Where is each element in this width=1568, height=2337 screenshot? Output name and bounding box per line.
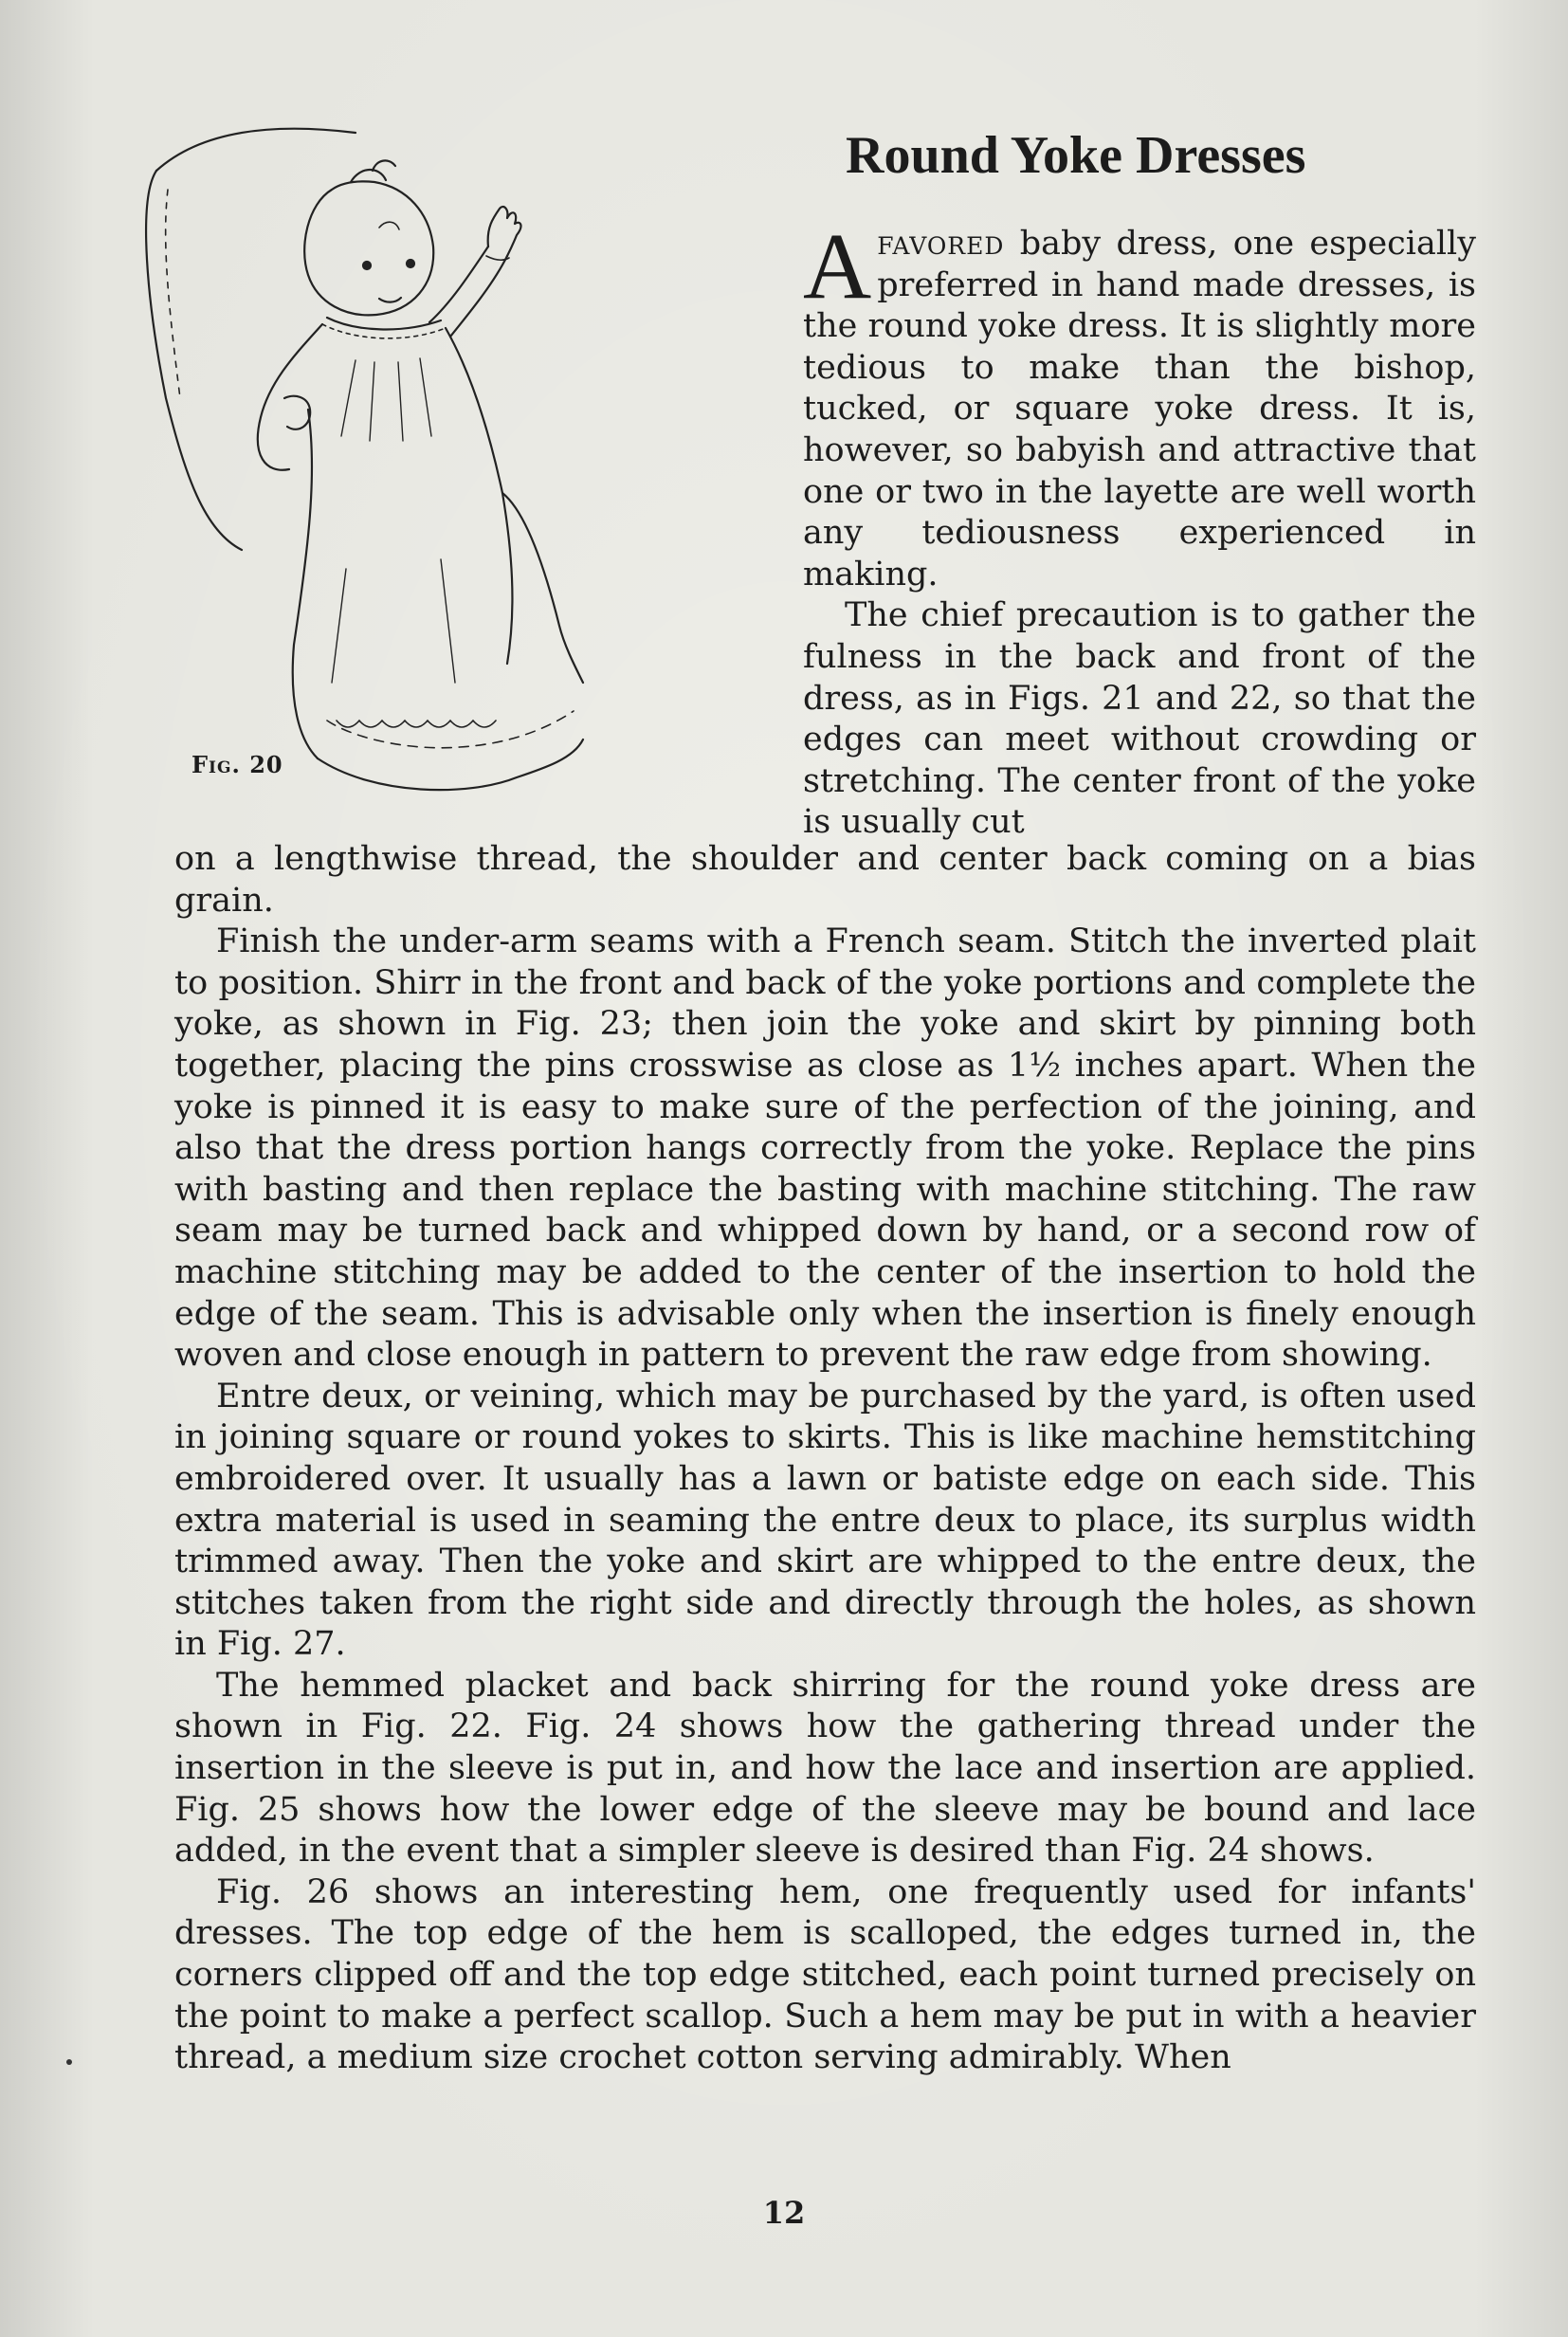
intro-text: baby dress, one especially preferred in hand made dresses, is the round yoke dress. It is slightly more tedious to make than the bishop, tucked, or square yoke dress. It is, however, so babyish and attractive that one or two in the layette are well worth any tediousness experienced in making. <box>803 225 1476 593</box>
lead-word: favored <box>877 225 1005 263</box>
drop-cap: A <box>803 213 872 319</box>
paragraph-6: Fig. 26 shows an interesting hem, one frequently used for infants' dresses. The top edge of the hem is scalloped, the edges turned in, the corners clipped off and the top edge stitched, each point turned precisely on the point to make a perfect scallop. Such a hem may be put in with a heavier thread, a medium size crochet cotton serving admirably. When <box>174 1872 1476 2077</box>
paragraph-2-intro: The chief precaution is to gather the fulness in the back and front of the dress, as in Figs. 21 and 22, so that the edges can meet without crowding or stretching. The center front of the yoke is usually cut <box>803 596 1476 842</box>
paragraph-5: The hemmed placket and back shirring for the round yoke dress are shown in Fig. 22. Fig. 24 shows how the gathering thread under the insertion in the sleeve is put in, and how the lace and insertion are applied. Fig. 25 shows how the lower edge of the sleeve may be bound and lace added, in the event that a simpler sleeve is desired than Fig. 24 shows. <box>174 1666 1476 1871</box>
margin-mark <box>66 2059 72 2065</box>
intro-column <box>803 213 1476 844</box>
page-number: 12 <box>762 2195 806 2231</box>
paragraph-2-continued: on a lengthwise thread, the shoulder and center back coming on a bias grain. <box>174 840 1476 920</box>
baby-dress-illustration <box>128 114 782 834</box>
intro-paragraph <box>803 213 1476 595</box>
page-title: Round Yoke Dresses <box>846 126 1306 185</box>
figure-caption: Fig. 20 <box>191 751 283 778</box>
paragraph-3: Finish the under-arm seams with a French seam. Stitch the inverted plait to position. Shirr in the front and back of the yoke portions and complete the yoke, as shown in Fig. 23; then join the yoke and skirt by pinning both together, placing the pins crosswise as close as 1½ inches apart. When the yoke is pinned it is easy to make sure of the perfection of the joining, and also that the dress portion hangs correctly from the yoke. Replace the pins with basting and then replace the basting with machine stitching. The raw seam may be turned back and whipped down by hand, or a second row of machine stitching may be added to the center of the insertion to hold the edge of the seam. This is advisable only when the insertion is finely enough woven and close enough in pattern to prevent the raw edge from showing. <box>174 922 1476 1375</box>
paragraph-4: Entre deux, or veining, which may be purchased by the yard, is often used in joining square or round yokes to skirts. This is like machine hemstitching embroidered over. It usually has a lawn or batiste edge on each side. This extra material is used in seaming the entre deux to place, its surplus width trimmed away. Then the yoke and skirt are whipped to the entre deux, the stitches taken from the right side and directly through the holes, as shown in Fig. 27. <box>174 1377 1476 1664</box>
main-text <box>174 839 1476 2079</box>
